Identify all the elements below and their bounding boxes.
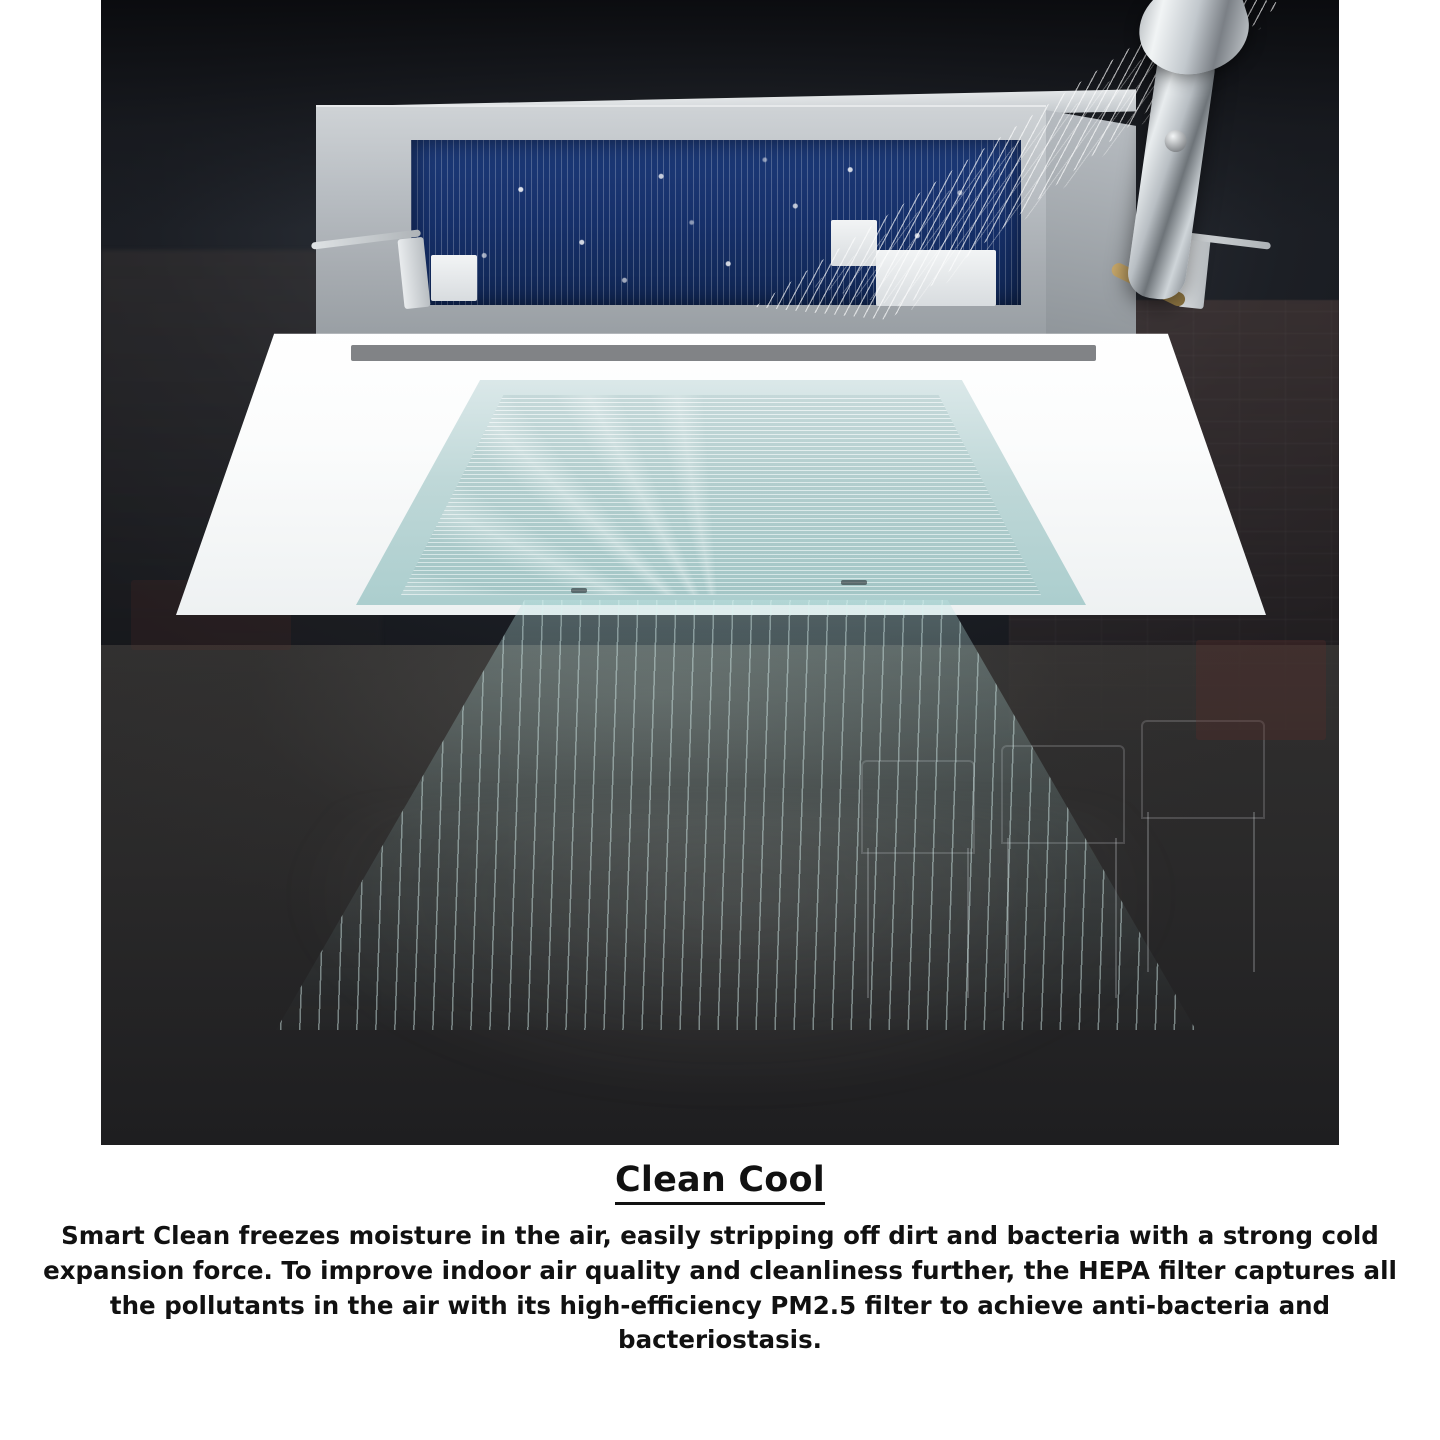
- air-grille-fan-pattern: [401, 395, 1041, 595]
- panel-sensor: [841, 580, 867, 585]
- coil-component-box: [431, 255, 477, 301]
- caption-body: Smart Clean freezes moisture in the air, easily stripping off dirt and bacteria with a strong cold expansion force. To improve indoor air quality and cleanliness further, the HEPA filter captures all the pollutants in the air with its high-efficiency PM2.5 filter to achieve anti-bacteria and bacteriostasis.: [43, 1221, 1397, 1355]
- caption-title: Clean Cool: [615, 1160, 825, 1205]
- caption-block: [0, 1160, 1440, 1358]
- hero-image: [101, 0, 1339, 1145]
- panel-sensor: [571, 588, 587, 593]
- shower-handle: [1125, 37, 1219, 303]
- panel-intake-slot: [351, 345, 1096, 361]
